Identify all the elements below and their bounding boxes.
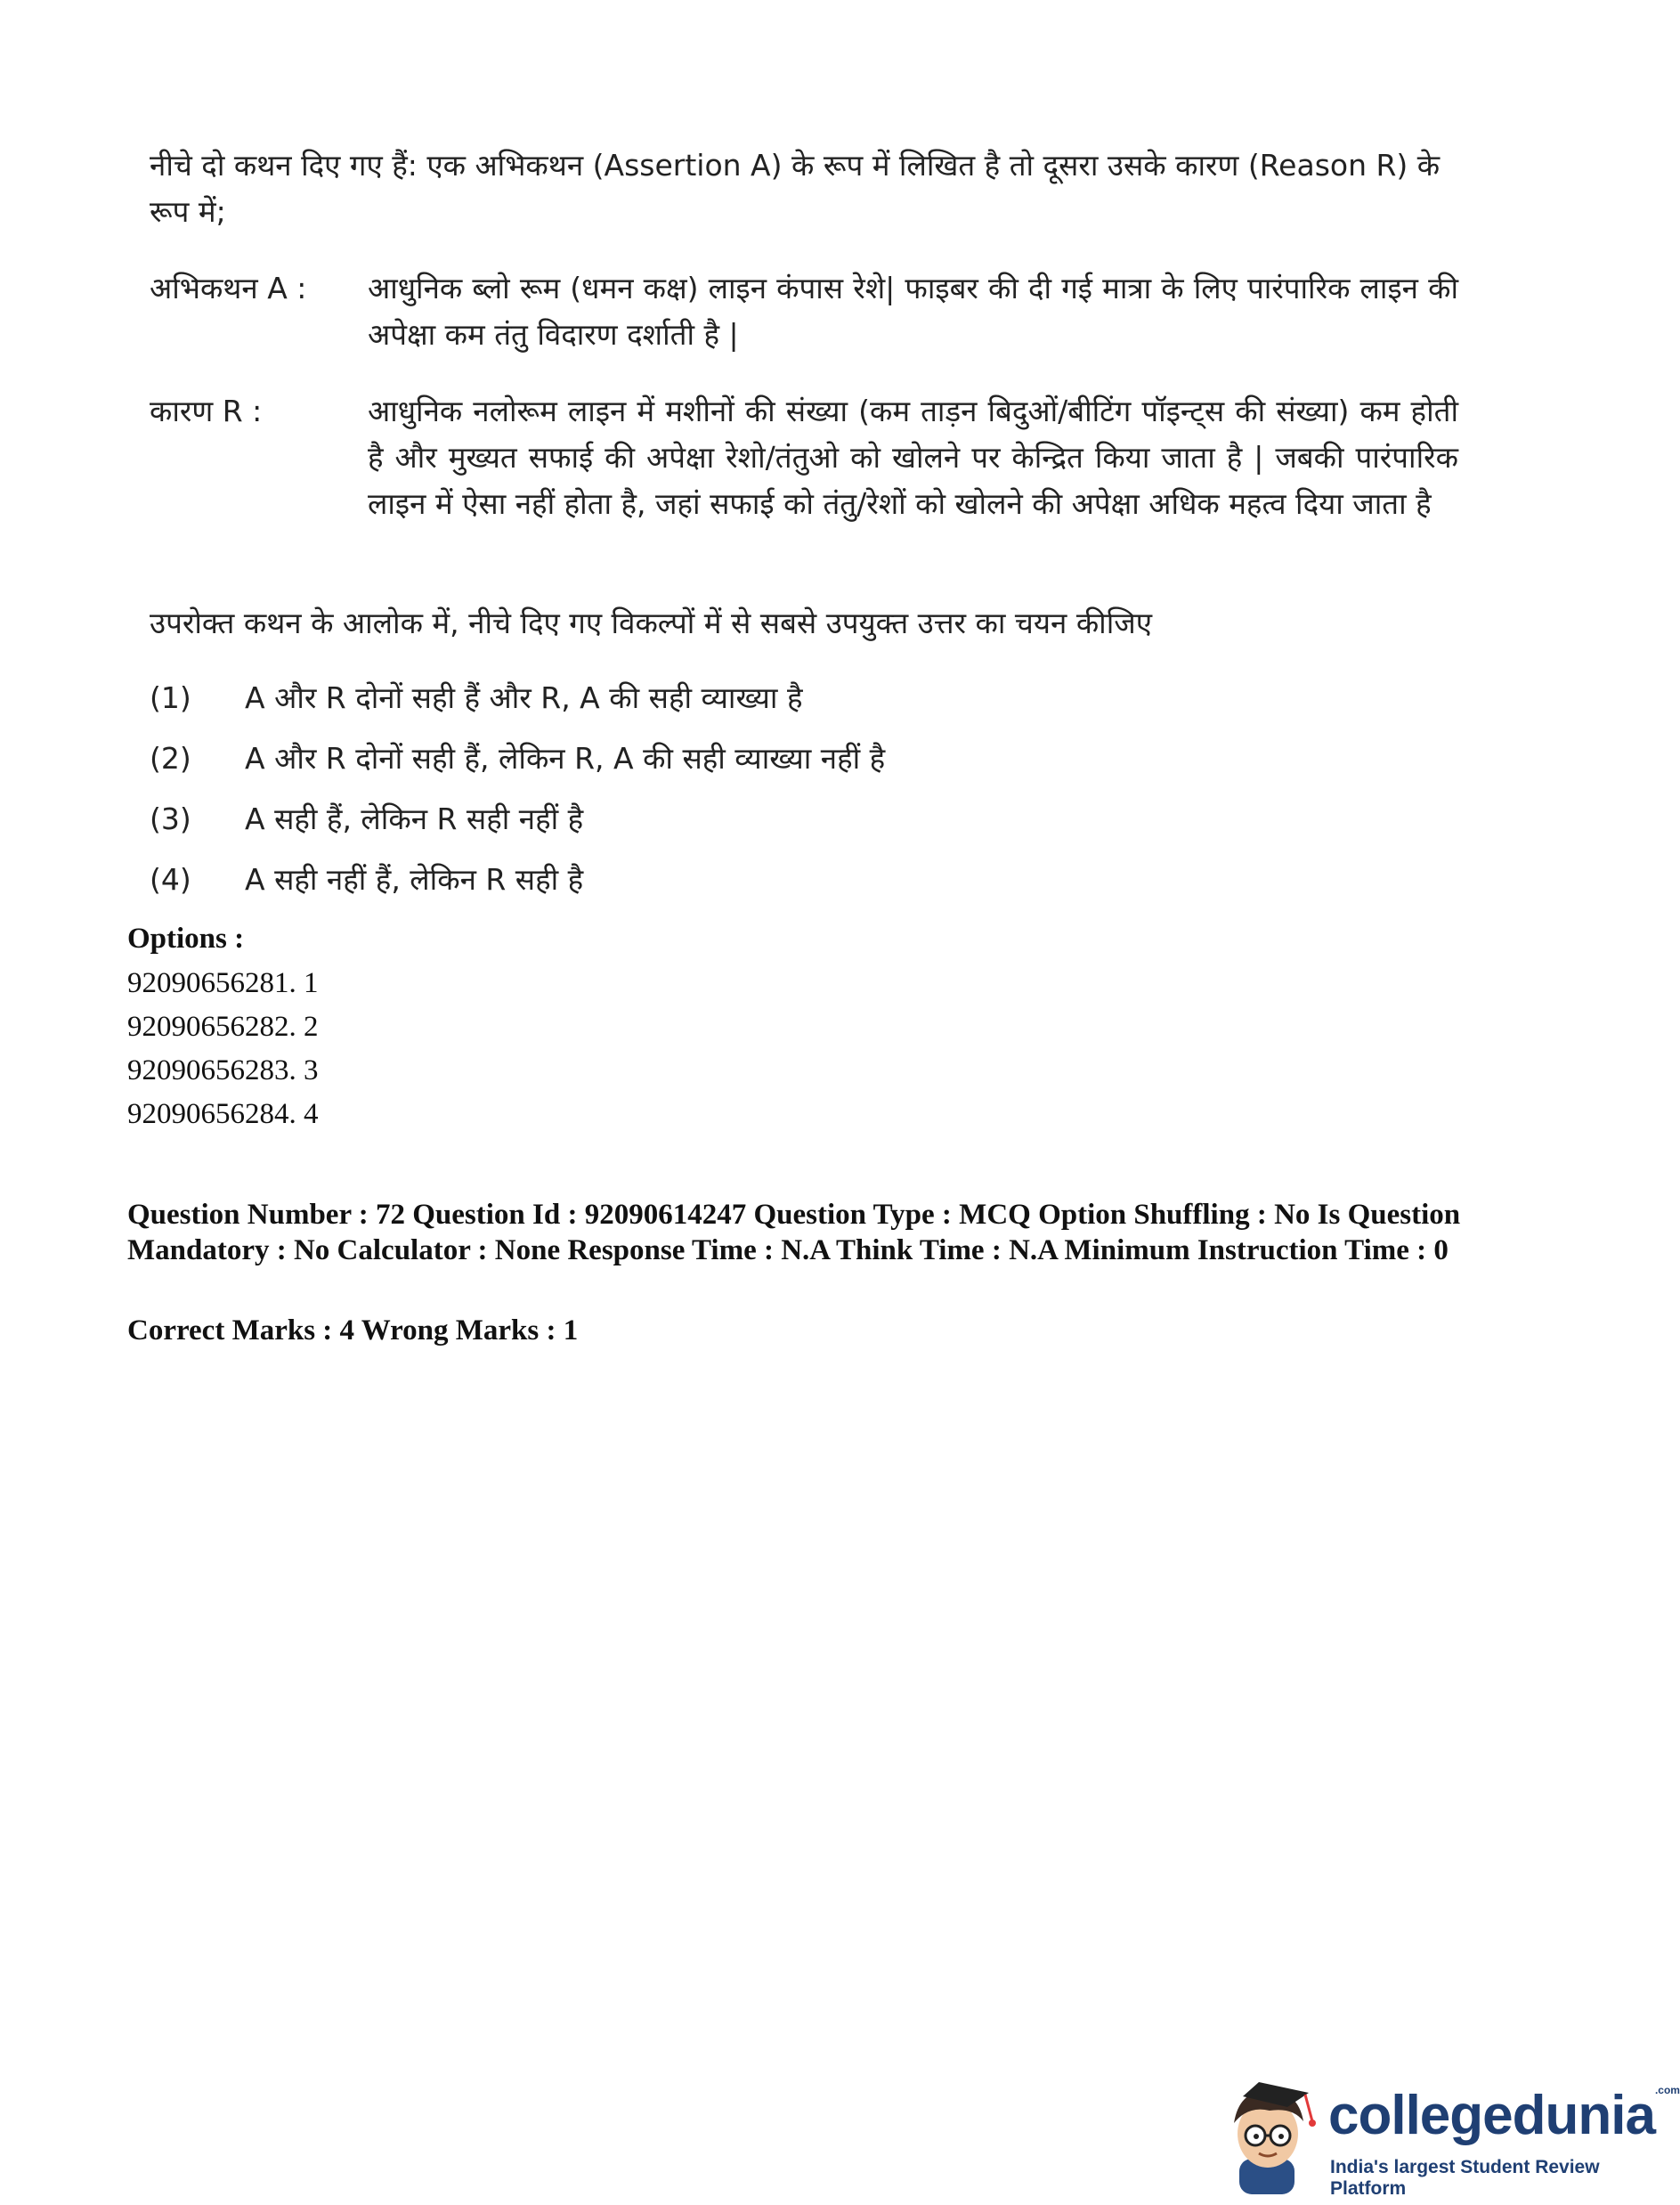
choice-2	[150, 736, 885, 782]
assertion-text: आधुनिक ब्लो रूम (धमन कक्ष) लाइन कंपास रेशे| फाइबर की दी गई मात्रा के लिए पारंपारिक लाइन की अपेक्षा कम तंतु विदारण दर्शाती है |	[368, 271, 1458, 352]
brand-name: collegedunia$^{.com}$	[1328, 2084, 1680, 2146]
choice-text: A सही हैं, लेकिन R सही नहीं है	[245, 801, 584, 836]
choice-text: A और R दोनों सही हैं, लेकिन R, A की सही व्याख्या नहीं है	[245, 741, 886, 776]
marks-info: Correct Marks : 4 Wrong Marks : 1	[127, 1314, 579, 1347]
choice-3	[150, 796, 583, 842]
choice-1	[150, 675, 802, 721]
choice-number: (2)	[150, 741, 191, 776]
mascot-icon	[1213, 2075, 1328, 2200]
reason-text: आधुनिक नलोरूम लाइन में मशीनों की संख्या (कम ताड़न बिदुओं/बीटिंग पॉइन्ट्स की संख्या) कम होती है और मुख्यत सफाई की अपेक्षा रेशो/तंतुओ को खोलने पर केन्द्रित किया जाता है | जबकी पारंपारिक लाइन में ऐसा नहीं होता है, जहां सफाई को तंतु/रेशों को खोलने की अपेक्षा अधिक महत्व दिया जाता है	[368, 394, 1458, 521]
question-intro: नीचे दो कथन दिए गए हैं: एक अभिकथन (Assertion A) के रूप में लिखित है तो दूसरा उसके कारण (Reason R) के रूप में;	[150, 148, 1441, 229]
assertion-label: अभिकथन A :	[150, 271, 307, 305]
question-meta: Question Number : 72 Question Id : 92090614247 Question Type : MCQ Option Shuffling : No Is Question Mandatory : No Calculator : None Response Time : N.A Think Time : N.A Minimum Instruction Time : 0	[127, 1199, 1461, 1266]
brand-tagline: India's largest Student Review Platform	[1330, 2157, 1600, 2199]
reason-row	[150, 388, 1458, 527]
assertion-row	[150, 265, 1458, 358]
options-heading: Options :	[127, 923, 245, 955]
choice-text: A और R दोनों सही हैं और R, A की सही व्याख्या है	[245, 680, 803, 715]
question-instruction: उपरोक्त कथन के आलोक में, नीचे दिए गए विकल्पों में से सबसे उपयुक्त उत्तर का चयन कीजिए	[150, 606, 1152, 640]
option-item: 92090656284. 4	[127, 1098, 319, 1130]
choice-text: A सही नहीं हैं, लेकिन R सही है	[245, 862, 584, 897]
option-item: 92090656282. 2	[127, 1011, 319, 1043]
reason-label: कारण R :	[150, 394, 263, 428]
choice-number: (1)	[150, 680, 191, 715]
choice-number: (3)	[150, 801, 191, 836]
collegedunia-logo	[1213, 2075, 1680, 2200]
brand-com: .com	[1654, 2084, 1680, 2096]
option-item: 92090656281. 1	[127, 967, 319, 999]
choice-4	[150, 857, 583, 903]
option-item: 92090656283. 3	[127, 1054, 319, 1086]
choice-number: (4)	[150, 862, 191, 897]
